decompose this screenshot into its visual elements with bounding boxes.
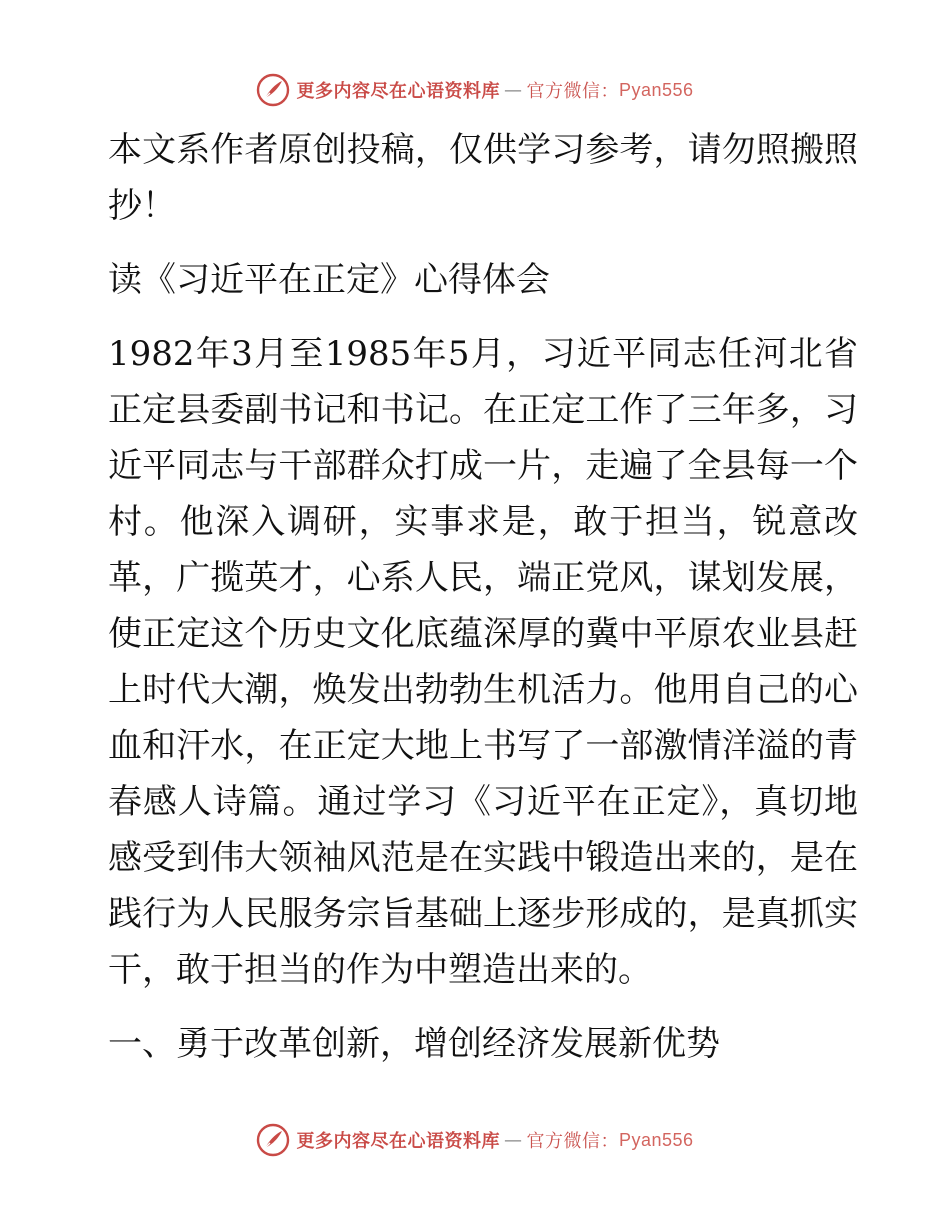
banner-separator: — [503, 79, 523, 101]
document-title: 读《习近平在正定》心得体会 [108, 260, 550, 300]
banner-separator: — [503, 1129, 523, 1151]
feather-pen-logo-icon [256, 73, 290, 107]
banner-wechat-label: 官方微信： [526, 81, 619, 102]
banner-wechat-id: Pyan556 [618, 1129, 694, 1150]
banner-wechat-label: 官方微信： [526, 1131, 619, 1152]
document-body [98, 122, 858, 1072]
banner-brand-text: 更多内容尽在心语资料库 [296, 1131, 500, 1152]
section-heading: 一、勇于改革创新，增创经济发展新优势 [108, 1024, 720, 1064]
body-paragraph: 1982年3月至1985年5月，习近平同志任河北省正定县委副书记和书记。在正定工作了三年多，习近平同志与干部群众打成一片，走遍了全县每一个村。他深入调研，实事求是，敢于担当，锐意改革，广揽英才，心系人民，端正党风，谋划发展，使正定这个历史文化底蕴深厚的冀中平原农业县赶上时代大潮，焕发出勃勃生机活力。他用自己的心血和汗水，在正定大地上书写了一部激情洋溢的青春感人诗篇。通过学习《习近平在正定》，真切地感受到伟大领袖风范是在实践中锻造出来的，是在践行为人民服务宗旨基础上逐步形成的，是真抓实干，敢于担当的作为中塑造出来的。 [108, 334, 858, 990]
copyright-notice: 本文系作者原创投稿，仅供学习参考，请勿照搬照抄！ [108, 130, 858, 226]
banner-wechat-id: Pyan556 [618, 79, 694, 100]
banner-brand-text: 更多内容尽在心语资料库 [296, 81, 500, 102]
feather-pen-logo-icon [256, 1123, 290, 1157]
footer-watermark-banner [0, 1120, 950, 1160]
header-watermark-banner [0, 70, 950, 110]
